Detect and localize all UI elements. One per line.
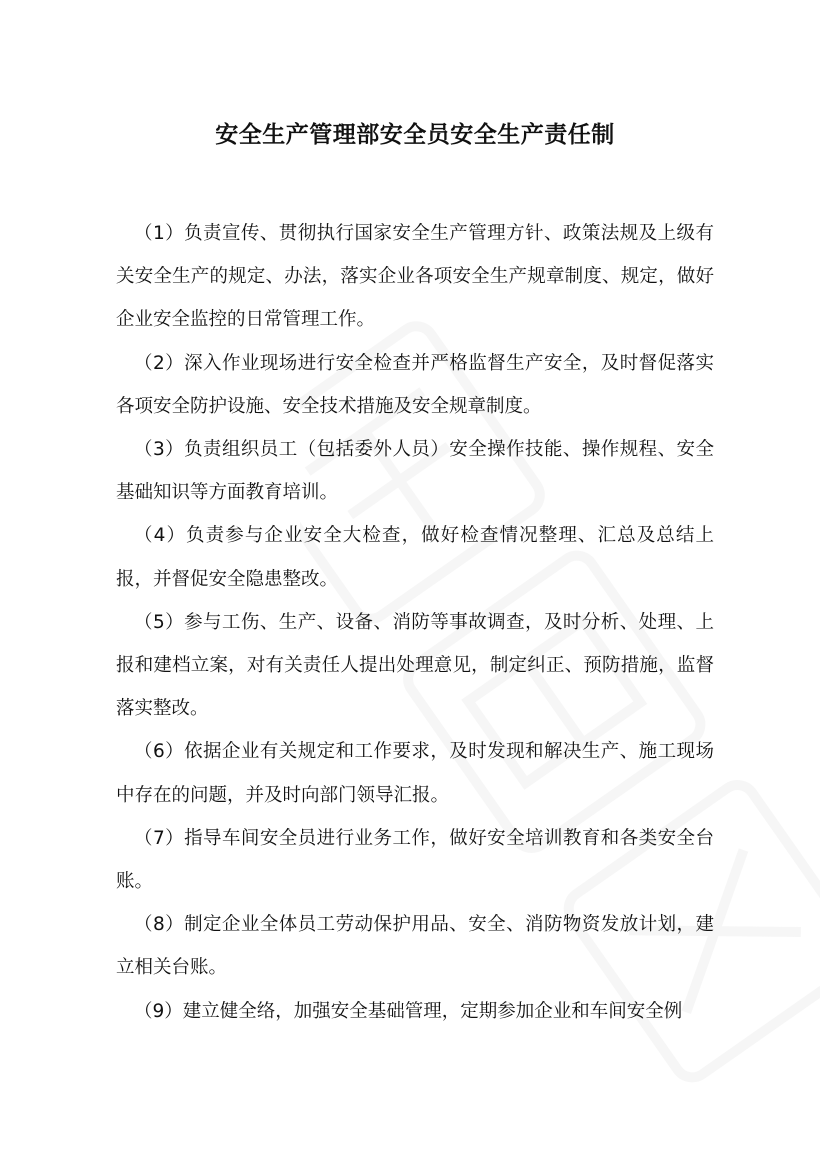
paragraph-6: （6）依据企业有关规定和工作要求，及时发现和解决生产、施工现场中存在的问题，并及时向部门领导汇报。 [116, 741, 714, 806]
paragraph-1: （1）负责宣传、贯彻执行国家安全生产管理方针、政策法规及上级有关安全生产的规定、办法，落实企业各项安全生产规章制度、规定，做好企业安全监控的日常管理工作。 [116, 223, 714, 331]
paragraph-3: （3）负责组织员工（包括委外人员）安全操作技能、操作规程、安全基础知识等方面教育培训。 [116, 439, 714, 504]
page-title: 安全生产管理部安全员安全生产责任制 [215, 122, 615, 148]
paragraph-5: （5）参与工伤、生产、设备、消防等事故调查，及时分析、处理、上报和建档立案，对有关责任人提出处理意见，制定纠正、预防措施，监督落实整改。 [116, 611, 714, 720]
document-body [116, 212, 714, 1033]
paragraph-8: （8）制定企业全体员工劳动保护用品、安全、消防物资发放计划，建立相关台账。 [116, 914, 714, 979]
paragraph-4: （4）负责参与企业安全大检查，做好检查情况整理、汇总及总结上报，并督促安全隐患整改。 [116, 525, 714, 590]
paragraph-9: （9）建立健全络，加强安全基础管理，定期参加企业和车间安全例 [134, 1000, 683, 1022]
paragraph-2: （2）深入作业现场进行安全检查并严格监督生产安全，及时督促落实各项安全防护设施、安全技术措施及安全规章制度。 [116, 352, 714, 417]
paragraph-7: （7）指导车间安全员进行业务工作，做好安全培训教育和各类安全台账。 [116, 827, 714, 893]
